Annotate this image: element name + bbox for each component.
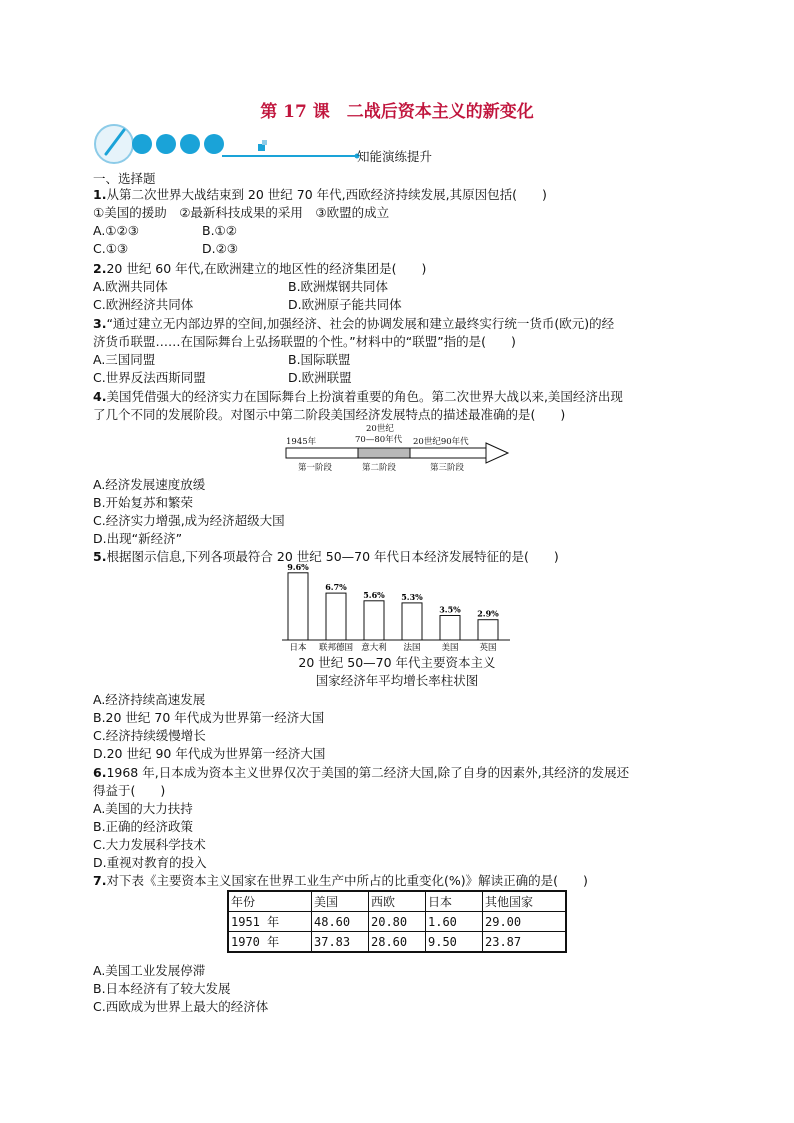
table-header-cell: 其他国家 bbox=[483, 891, 567, 912]
table-cell: 1951 年 bbox=[228, 912, 312, 932]
option-d[interactable]: D.欧洲联盟 bbox=[288, 370, 352, 385]
option-c[interactable]: C.经济实力增强,成为经济超级大国 bbox=[93, 513, 285, 528]
table-row bbox=[228, 912, 566, 932]
stage-2-label: 第二阶段 bbox=[362, 463, 397, 473]
question-4-stem bbox=[93, 388, 623, 405]
timeline-arrow bbox=[486, 443, 508, 463]
bar-法国 bbox=[402, 603, 422, 640]
bar-英国 bbox=[478, 620, 498, 640]
question-number: 4. bbox=[93, 389, 107, 404]
x-tick-label: 联邦德国 bbox=[318, 643, 354, 653]
option-c[interactable]: C.欧洲经济共同体 bbox=[93, 297, 194, 312]
question-text: “通过建立无内部边界的空间,加强经济、社会的协调发展和建立最终实行统一货币(欧元)的经 bbox=[106, 316, 615, 331]
question-1-stem bbox=[93, 186, 547, 203]
question-number: 7. bbox=[93, 873, 107, 888]
question-number: 3. bbox=[93, 316, 107, 331]
option-b[interactable]: B.开始复苏和繁荣 bbox=[93, 495, 194, 510]
option-b[interactable]: B.正确的经济政策 bbox=[93, 819, 194, 834]
option-a[interactable]: A.欧洲共同体 bbox=[93, 279, 168, 294]
question-number: 2. bbox=[93, 261, 107, 276]
banner-label: 知能演练提升 bbox=[357, 149, 433, 164]
bar-value-label: 2.9% bbox=[477, 608, 499, 619]
x-tick-label: 意大利 bbox=[361, 643, 387, 653]
chart-subtitle: 国家经济年平均增长率柱状图 bbox=[315, 673, 479, 688]
stage-1-bar bbox=[286, 448, 358, 458]
question-4-stem-cont: 了几个不同的发展阶段。对图示中第二阶段美国经济发展特点的描述最准确的是( ) bbox=[93, 407, 566, 422]
question-number: 1. bbox=[93, 187, 107, 202]
table-header-cell: 西欧 bbox=[369, 891, 426, 912]
bar-value-label: 6.7% bbox=[325, 582, 347, 593]
stage-1-label: 第一阶段 bbox=[298, 463, 333, 473]
bar-意大利 bbox=[364, 601, 384, 640]
question-3-stem bbox=[93, 315, 614, 332]
table-cell: 37.83 bbox=[312, 932, 369, 953]
section-heading: 一、选择题 bbox=[93, 171, 156, 186]
table-header-cell: 日本 bbox=[426, 891, 483, 912]
table-cell: 1.60 bbox=[426, 912, 483, 932]
bar-value-label: 9.6% bbox=[287, 561, 309, 572]
stage-3-label: 第三阶段 bbox=[430, 463, 465, 473]
stage-3-bar bbox=[410, 448, 486, 458]
bar-联邦德国 bbox=[326, 593, 346, 640]
bar-美国 bbox=[440, 616, 460, 641]
question-6-stem bbox=[93, 764, 629, 781]
bar-chart bbox=[282, 560, 512, 656]
option-c[interactable]: C.西欧成为世界上最大的经济体 bbox=[93, 999, 269, 1014]
option-b[interactable]: B.日本经济有了较大发展 bbox=[93, 981, 231, 996]
option-a[interactable]: A.三国同盟 bbox=[93, 352, 156, 367]
table-cell: 1970 年 bbox=[228, 932, 312, 953]
option-c[interactable]: C.世界反法西斯同盟 bbox=[93, 370, 206, 385]
bar-日本 bbox=[288, 573, 308, 640]
question-7-stem bbox=[93, 872, 588, 889]
table-cell: 23.87 bbox=[483, 932, 567, 953]
table-header-cell: 年份 bbox=[228, 891, 312, 912]
section-banner bbox=[92, 122, 512, 166]
timeline-label-second-top: 20世纪 bbox=[366, 424, 394, 434]
table-cell: 48.60 bbox=[312, 912, 369, 932]
option-a[interactable]: A.①②③ bbox=[93, 223, 139, 238]
question-3-stem-cont: 济货币联盟……在国际舞台上弘扬联盟的个性。”材料中的“联盟”指的是( ) bbox=[93, 334, 516, 349]
chart-title: 20 世纪 50—70 年代主要资本主义 bbox=[298, 655, 496, 670]
bar-value-label: 5.3% bbox=[401, 591, 423, 602]
option-b[interactable]: B.国际联盟 bbox=[288, 352, 351, 367]
question-text: 从第二次世界大战结束到 20 世纪 70 年代,西欧经济持续发展,其原因包括( ) bbox=[106, 187, 547, 202]
stage-2-bar bbox=[358, 448, 410, 458]
timeline-label-start: 1945年 bbox=[286, 437, 317, 447]
option-d[interactable]: D.出现“新经济” bbox=[93, 531, 183, 546]
option-a[interactable]: A.美国工业发展停滞 bbox=[93, 963, 206, 978]
option-b[interactable]: B.20 世纪 70 年代成为世界第一经济大国 bbox=[93, 710, 325, 725]
option-d[interactable]: D.20 世纪 90 年代成为世界第一经济大国 bbox=[93, 746, 326, 761]
question-text: 美国凭借强大的经济实力在国际舞台上扮演着重要的角色。第二次世界大战以来,美国经济出现 bbox=[106, 389, 623, 404]
table-header-row bbox=[228, 891, 566, 912]
option-a[interactable]: A.美国的大力扶持 bbox=[93, 801, 193, 816]
x-tick-label: 英国 bbox=[479, 643, 497, 653]
question-number: 5. bbox=[93, 549, 107, 564]
page-title: 第 17 课 二战后资本主义的新变化 bbox=[260, 102, 534, 122]
timeline-label-second: 70—80年代 bbox=[355, 435, 403, 445]
data-table bbox=[227, 890, 567, 953]
timeline-label-third: 20世纪90年代 bbox=[413, 437, 469, 447]
question-number: 6. bbox=[93, 765, 107, 780]
table-cell: 28.60 bbox=[369, 932, 426, 953]
table-header-cell: 美国 bbox=[312, 891, 369, 912]
table-cell: 29.00 bbox=[483, 912, 567, 932]
table-cell: 20.80 bbox=[369, 912, 426, 932]
x-tick-label: 日本 bbox=[289, 643, 307, 653]
table-cell: 9.50 bbox=[426, 932, 483, 953]
option-c[interactable]: C.①③ bbox=[93, 241, 129, 256]
option-d[interactable]: D.重视对教育的投入 bbox=[93, 855, 207, 870]
option-b[interactable]: B.欧洲煤钢共同体 bbox=[288, 279, 389, 294]
table-row bbox=[228, 932, 566, 953]
option-c[interactable]: C.大力发展科学技术 bbox=[93, 837, 206, 852]
option-d[interactable]: D.欧洲原子能共同体 bbox=[288, 297, 402, 312]
x-tick-label: 法国 bbox=[403, 643, 421, 653]
question-text: 对下表《主要资本主义国家在世界工业生产中所占的比重变化(%)》解读正确的是( ) bbox=[106, 873, 588, 888]
question-text: 20 世纪 60 年代,在欧洲建立的地区性的经济集团是( ) bbox=[106, 261, 427, 276]
question-text: 1968 年,日本成为资本主义世界仅次于美国的第二经济大国,除了自身的因素外,其经济的发展还 bbox=[106, 765, 630, 780]
option-a[interactable]: A.经济持续高速发展 bbox=[93, 692, 206, 707]
x-tick-label: 美国 bbox=[441, 643, 459, 653]
bar-value-label: 3.5% bbox=[439, 604, 461, 615]
question-text: 根据图示信息,下列各项最符合 20 世纪 50—70 年代日本经济发展特征的是( ) bbox=[106, 549, 559, 564]
option-d[interactable]: D.②③ bbox=[202, 241, 239, 256]
question-6-stem-cont: 得益于( ) bbox=[93, 783, 166, 798]
bar-value-label: 5.6% bbox=[363, 589, 385, 600]
timeline-figure bbox=[280, 420, 512, 476]
option-c[interactable]: C.经济持续缓慢增长 bbox=[93, 728, 206, 743]
question-2-stem bbox=[93, 260, 426, 277]
question-1-items: ①美国的援助 ②最新科技成果的采用 ③欧盟的成立 bbox=[93, 205, 390, 220]
option-a[interactable]: A.经济发展速度放缓 bbox=[93, 477, 206, 492]
option-b[interactable]: B.①② bbox=[202, 223, 237, 238]
